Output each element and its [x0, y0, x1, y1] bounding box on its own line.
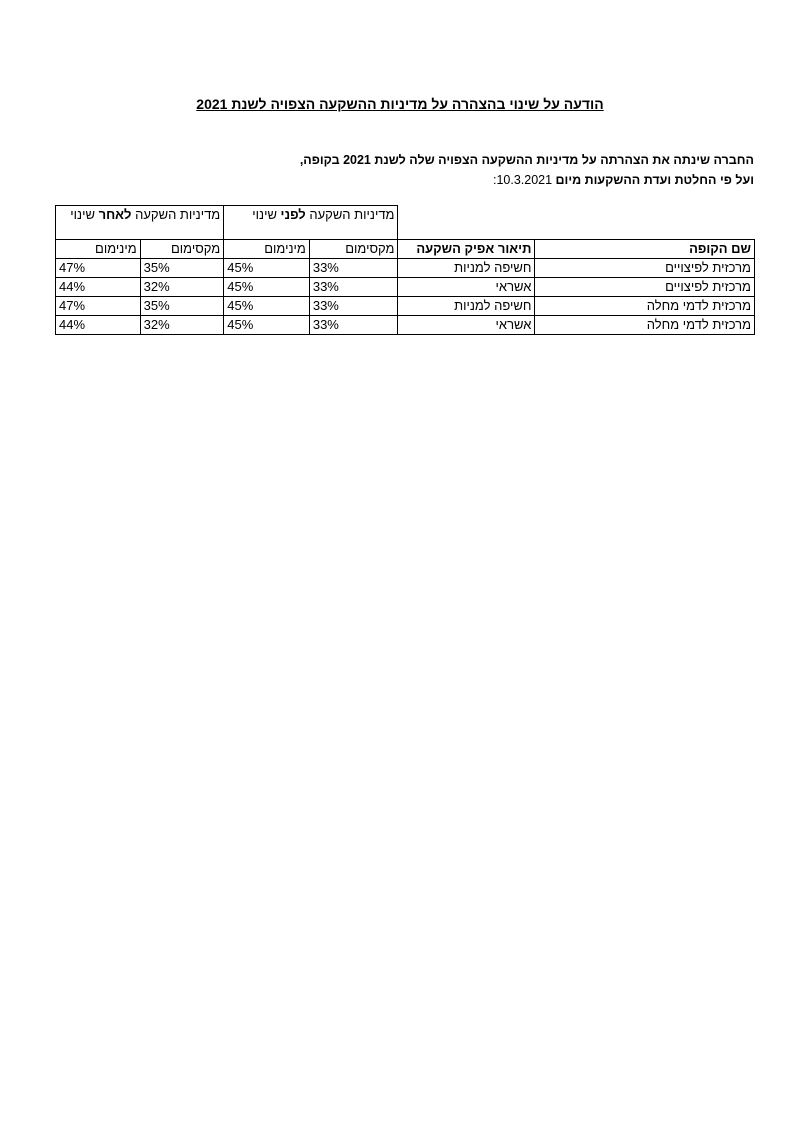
cell-after-max: 32%: [140, 278, 224, 297]
cell-after-min: 47%: [56, 259, 141, 278]
cell-track: חשיפה למניות: [398, 259, 535, 278]
intro-paragraph: [54, 150, 754, 190]
header-track-description: תיאור אפיק השקעה: [398, 240, 535, 259]
table-row: [56, 278, 755, 297]
group-after-prefix: מדיניות השקעה: [131, 207, 221, 222]
table-column-header-row: [56, 240, 755, 259]
cell-before-min: 45%: [224, 278, 310, 297]
cell-before-min: 45%: [224, 259, 310, 278]
investment-policy-table: [55, 205, 755, 335]
cell-before-max: 33%: [309, 297, 398, 316]
cell-track: אשראי: [398, 278, 535, 297]
group-before-prefix: מדיניות השקעה: [305, 207, 395, 222]
header-fund-name: שם הקופה: [535, 240, 755, 259]
empty-cell: [398, 206, 535, 240]
cell-before-max: 33%: [309, 316, 398, 335]
cell-after-max: 32%: [140, 316, 224, 335]
cell-before-max: 33%: [309, 278, 398, 297]
cell-track: חשיפה למניות: [398, 297, 535, 316]
cell-after-min: 47%: [56, 297, 141, 316]
table-row: [56, 297, 755, 316]
header-after-min: מינימום: [56, 240, 141, 259]
intro-line-1: החברה שינתה את הצהרתה על מדיניות ההשקעה הצפויה שלה לשנת 2021 בקופה,: [299, 153, 754, 167]
group-before-suffix: שינוי: [252, 207, 281, 222]
cell-after-max: 35%: [140, 297, 224, 316]
cell-before-max: 33%: [309, 259, 398, 278]
table-row: [56, 316, 755, 335]
cell-after-min: 44%: [56, 316, 141, 335]
intro-line-2: [54, 170, 754, 190]
cell-before-min: 45%: [224, 297, 310, 316]
header-before-max: מקסימום: [309, 240, 398, 259]
group-before-bold: לפני: [280, 207, 306, 222]
intro-line-2-text: ועל פי החלטת ועדת ההשקעות מיום: [555, 173, 754, 187]
cell-fund: מרכזית לדמי מחלה: [535, 316, 755, 335]
table-group-header-row: [56, 206, 755, 240]
cell-after-min: 44%: [56, 278, 141, 297]
cell-fund: מרכזית לפיצויים: [535, 259, 755, 278]
group-after-suffix: שינוי: [70, 207, 99, 222]
committee-date: 10.3.2021:: [492, 173, 553, 187]
empty-cell: [535, 206, 755, 240]
page-title: הודעה על שינוי בהצהרה על מדיניות ההשקעה הצפויה לשנת 2021: [196, 96, 604, 112]
cell-track: אשראי: [398, 316, 535, 335]
cell-after-max: 35%: [140, 259, 224, 278]
cell-before-min: 45%: [224, 316, 310, 335]
cell-fund: מרכזית לדמי מחלה: [535, 297, 755, 316]
table-row: [56, 259, 755, 278]
cell-fund: מרכזית לפיצויים: [535, 278, 755, 297]
header-after-max: מקסימום: [140, 240, 224, 259]
group-header-after: [56, 206, 224, 240]
header-before-min: מינימום: [224, 240, 310, 259]
group-header-before: [224, 206, 398, 240]
group-after-bold: לאחר: [98, 207, 132, 222]
